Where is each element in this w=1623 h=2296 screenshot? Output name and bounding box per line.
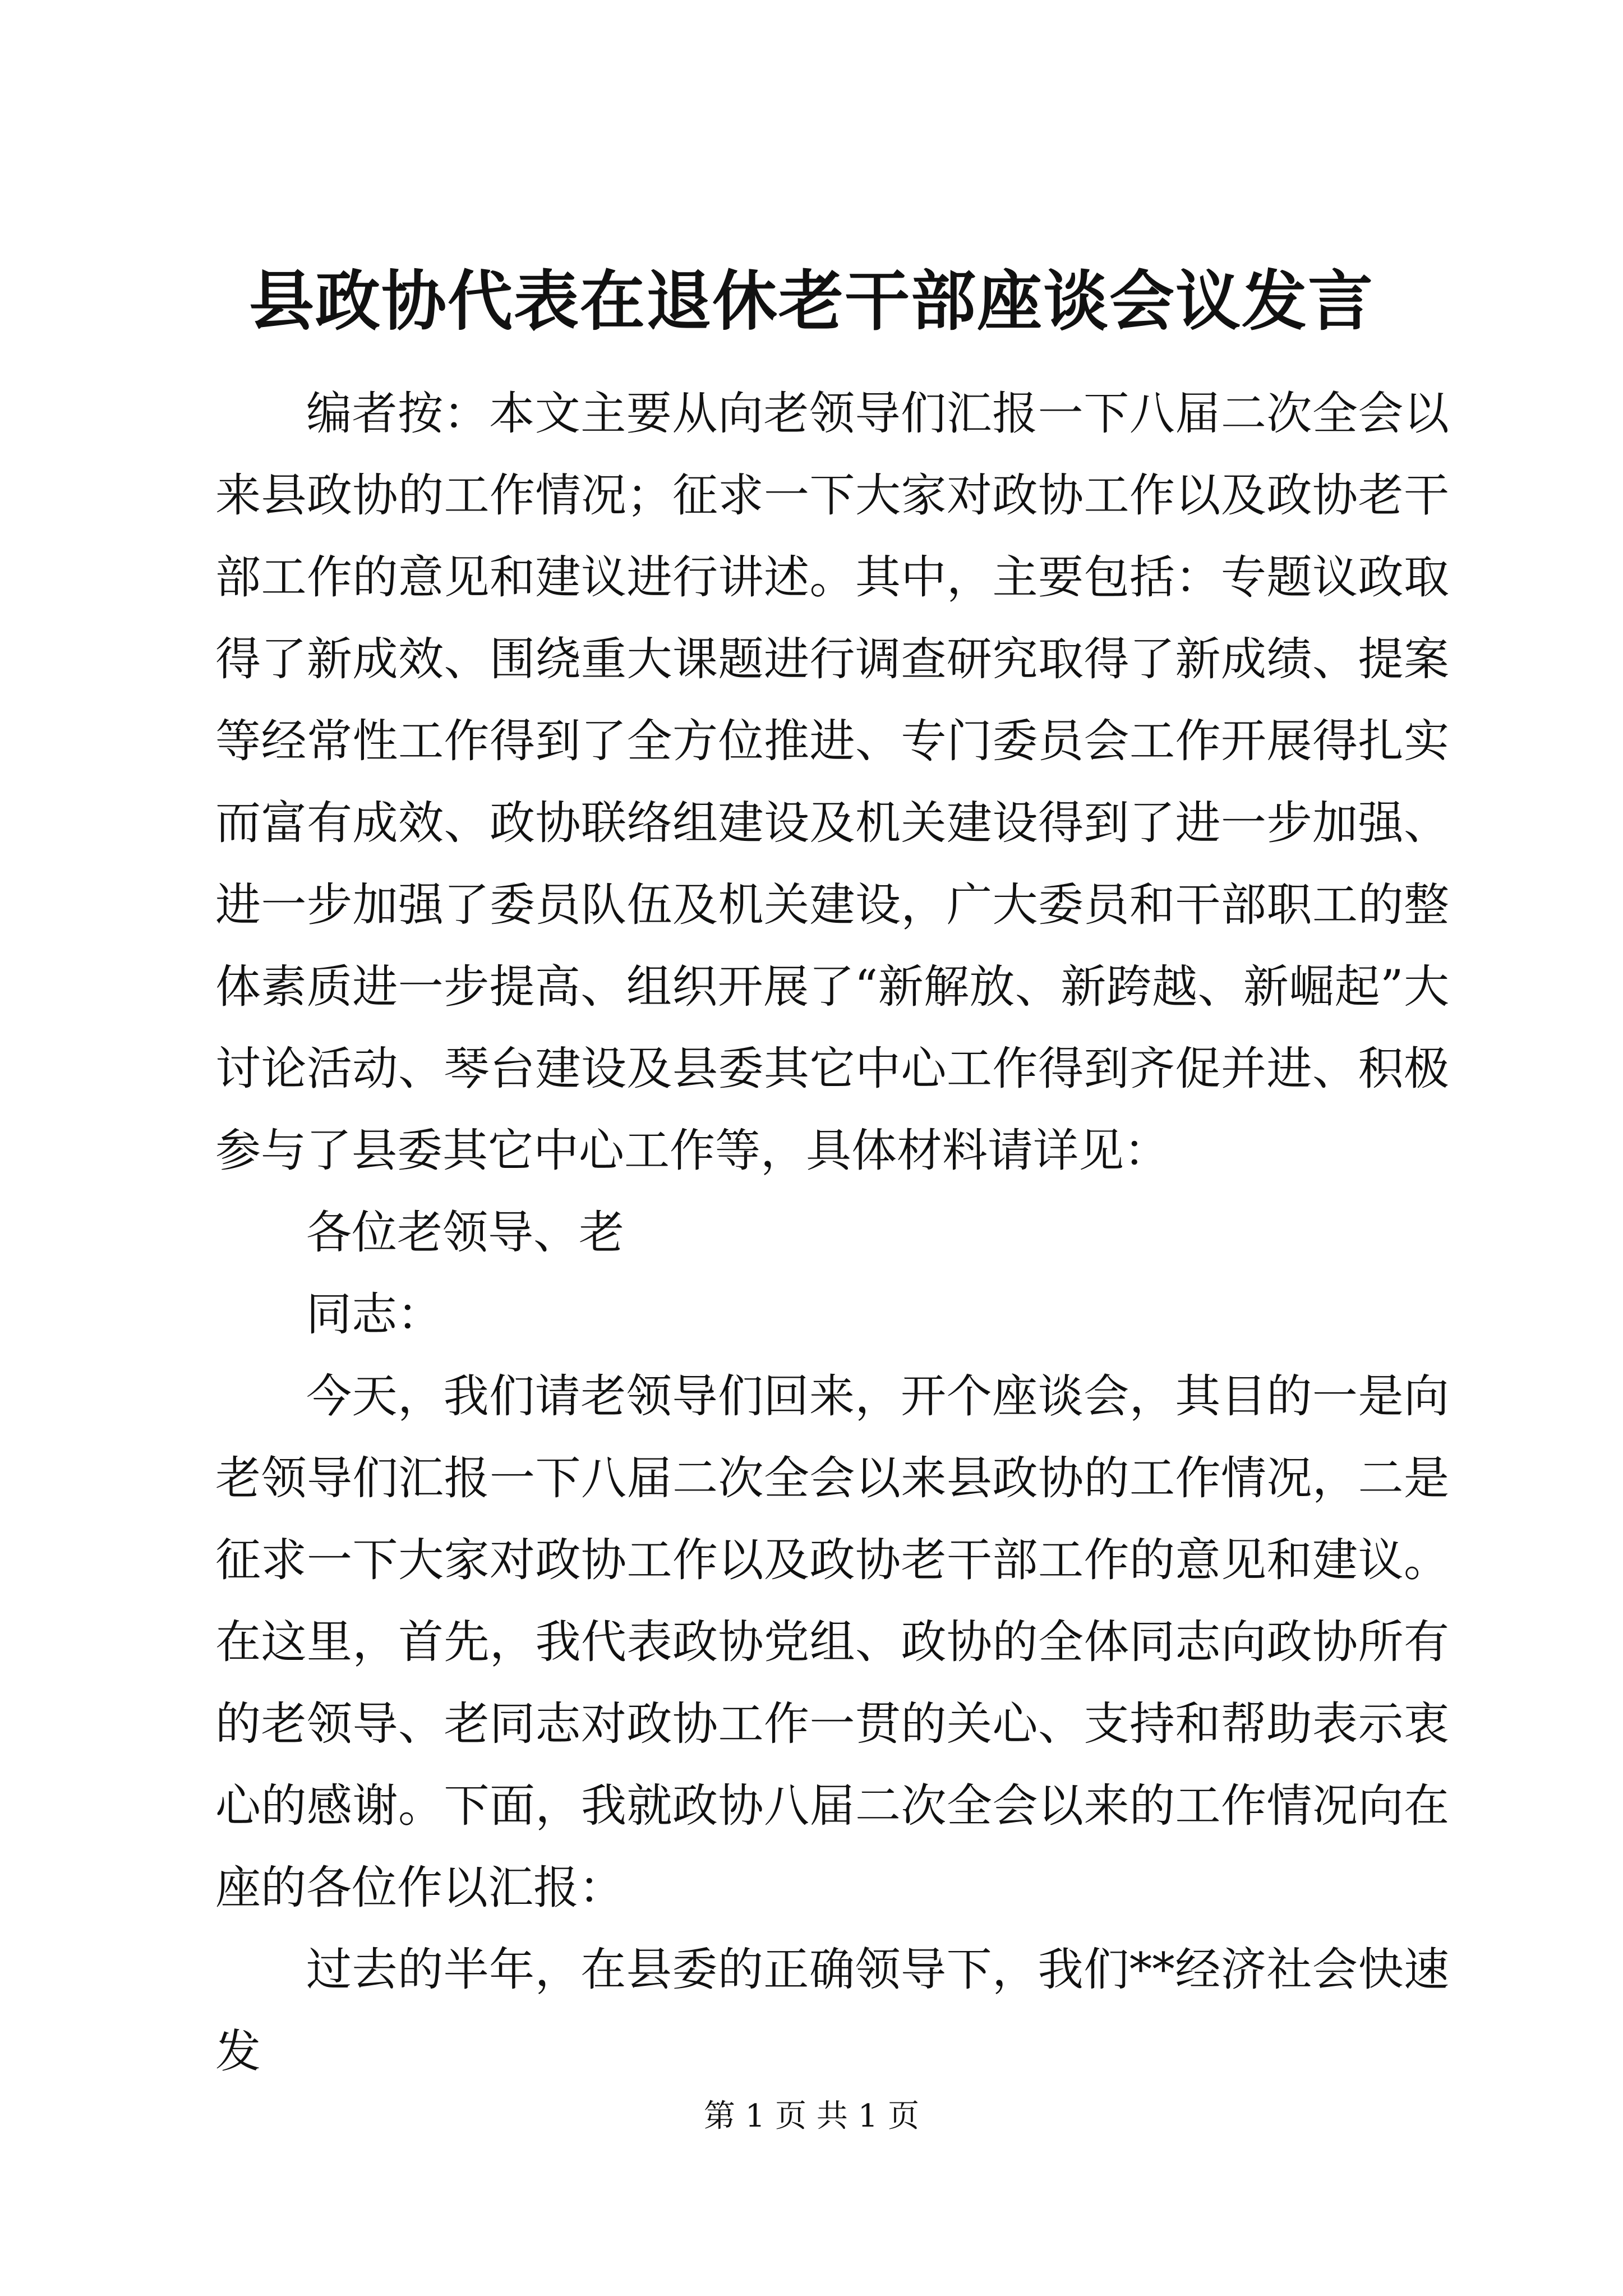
- document-title: 县政协代表在退休老干部座谈会议发言: [249, 263, 1374, 339]
- page-number: 第 1 页 共 1 页: [703, 2098, 920, 2134]
- paragraph-opening: 今天，我们请老领导们回来，开个座谈会，其目的一是向老领导们汇报一下八届二次全会以来县政协的工作情况，二是征求一下大家对政协工作以及政协老干部工作的意见和建议。在这里，首先，我代表政协党组、政协的全体同志向政协所有的老领导、老同志对政协工作一贯的关心、支持和帮助表示衷心的感谢。下面，我就政协八届二次全会以来的工作情况向在座的各位作以汇报：: [215, 1370, 1449, 1915]
- paragraph-salutation-cont: 同志：: [306, 1289, 443, 1341]
- paragraph-editor-note: 编者按：本文主要从向老领导们汇报一下八届二次全会以来县政协的工作情况；征求一下大家对政协工作以及政协老干部工作的意见和建议进行讲述。其中，主要包括：专题议政取得了新成效、围绕重大课题进行调查研究取得了新成绩、提案等经常性工作得到了全方位推进、专门委员会工作开展得扎实而富有成效、政协联络组建设及机关建设得到了进一步加强、进一步加强了委员队伍及机关建设，广大委员和干部职工的整体素质进一步提高、组织开展了“新解放、新跨越、新崛起”大讨论活动、琴台建设及县委其它中心工作得到齐促并进、积极参与了县委其它中心工作等，具体材料请详见：: [215, 388, 1449, 1177]
- paragraph-salutation: 各位老领导、老: [306, 1207, 625, 1259]
- paragraph-past-half-year: 过去的半年，在县委的正确领导下，我们**经济社会快速发: [215, 1944, 1449, 2078]
- document-body: [215, 373, 1449, 2093]
